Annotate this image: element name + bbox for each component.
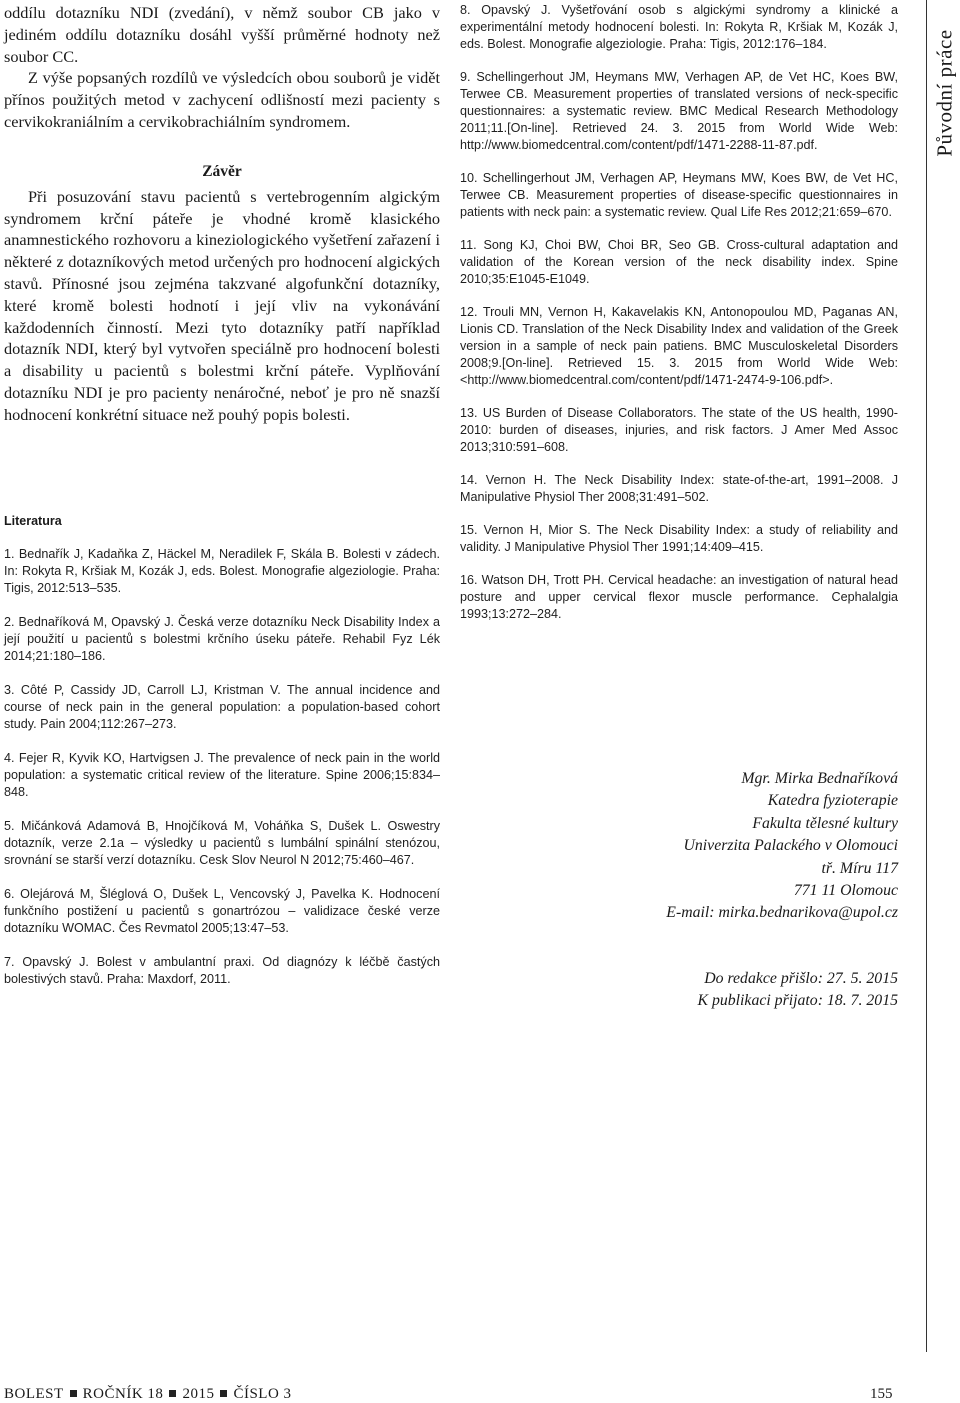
section-side-label-text: Původní práce [932,28,957,157]
reference-item: 11. Song KJ, Choi BW, Choi BR, Seo GB. Cross-cultural adaptation and validation of the Korean version of the neck disability index. Spine 2010;35:E1045-E1049. [460,238,898,286]
reference-item: 13. US Burden of Disease Collaborators. The state of the US health, 1990-2010: burden of diseases, injuries, and risk factors. J Amer Med Assoc 2013;310:591–608. [460,406,898,454]
reference-item: 14. Vernon H. The Neck Disability Index: state-of-the-art, 1991–2008. J Manipulative Physiol Ther 2008;31:491–502. [460,473,898,504]
date-received: Do redakce přišlo: 27. 5. 2015 [704,970,898,987]
side-rule [926,0,927,1352]
footer-year: 2015 [182,1386,215,1402]
author-faculty: Fakulta tělesné kultury [752,814,898,832]
reference-item: 15. Vernon H, Mior S. The Neck Disability Index: a study of reliability and validity. J Manipulative Physiol Ther 1991;14:409–415. [460,523,898,554]
paragraph-continuation: oddílu dotazníku NDI (zvedání), v němž soubor CB jako v jediném oddílu dotazníku dosáhl vyšší průměrné hodnoty než soubor CC. [4,3,440,66]
references-right [460,2,898,639]
author-street: tř. Míru 117 [821,859,898,877]
reference-item: 8. Opavský J. Vyšetřování osob s algickými syndromy a klinické a experimentální metody hodnocení bolesti. In: Rokyta R, Kršiak M, Kozák J, eds. Bolest. Monografie algeziologie. Praha: Tigis, 2012:176–184. [460,3,898,51]
page-number: 155 [870,1386,893,1402]
author-name: Mgr. Mirka Bednaříková [741,770,898,787]
author-university: Univerzita Palackého v Olomouci [683,837,898,855]
author-block [666,768,898,925]
body-column [4,2,440,426]
footer-journal: BOLEST [4,1386,64,1402]
reference-item: 5. Mičánková Adamová B, Hnojčíková M, Voháňka S, Dušek L. Oswestry dotazník, verze 2.1a – výsledky u pacientů s lumbální spinální stenózou, srovnání se starší verzí dotazníku. Cesk Slov Neurol N 2012;75:460–467. [4,819,440,867]
conclusion-heading: Závěr [202,162,242,180]
dates-block [697,968,898,1013]
author-email: E-mail: mirka.bednarikova@upol.cz [666,904,898,922]
author-city: 771 11 Olomouc [793,882,898,900]
reference-item: 10. Schellingerhout JM, Verhagen AP, Heymans MW, Koes BW, de Vet HC, Terwee CB. Measurement properties of disease-specific questionnaires in patients with neck pain: a systematic review. Qual Life Res 2012;21:659–670. [460,171,898,219]
reference-item: 4. Fejer R, Kyvik KO, Hartvigsen J. The prevalence of neck pain in the world population: a systematic critical review of the literature. Spine 2006;15:834–848. [4,751,440,799]
paragraph-conclusion: Při posuzování stavu pacientů s vertebrogenním algickým syndromem krční páteře je vhodné kromě klasického anamnestického rozhovoru a kineziologického vyšetření zařazení i některé z dotazníkových metod určených pro hodnocení algických stavů. Přínosné jsou zejména takzvané algofunkční dotazníky, které kromě bolesti hodnotí i její vliv na vykonávání každodenních činností. Mezi tyto dotazníky patří například dotazník NDI, který byl vytvořen speciálně pro hodnocení bolesti a disability u pacientů s bolestmi krční páteře. Vyplňování dotazníku NDI je pro pacienty nenáročné, neboť je pro ně snazší hodnocení konkrétní situace než pouhý popis bolesti. [4,186,440,424]
reference-item: 3. Côté P, Cassidy JD, Carroll LJ, Kristman V. The annual incidence and course of neck pain in the general population: a population-based cohort study. Pain 2004;112:267–273. [4,683,440,731]
literature-heading: Literatura [4,514,62,528]
square-separator-icon [220,1390,227,1397]
footer-volume: ROČNÍK 18 [82,1386,164,1402]
reference-item: 16. Watson DH, Trott PH. Cervical headache: an investigation of natural head posture and upper cervical flexor muscle performance. Cephalalgia 1993;13:272–284. [460,573,898,621]
reference-item: 6. Olejárová M, Šléglová O, Dušek L, Vencovský J, Pavelka K. Hodnocení funkčního postižení u pacientů s gonartrózou – validizace české verze dotazníku WOMAC. Čes Revmatol 2005;13:47–53. [4,887,440,935]
author-department: Katedra fyzioterapie [767,792,898,810]
date-accepted: K publikaci přijato: 18. 7. 2015 [697,992,898,1010]
square-separator-icon [169,1390,176,1397]
paragraph-differences: Z výše popsaných rozdílů ve výsledcích obou souborů je vidět přínos použitých metod v zachycení odlišností mezi pacienty s cervikokraniálním a cervikobrachiálním syndromem. [4,68,440,131]
page-footer [4,1386,292,1403]
reference-item: 2. Bednaříková M, Opavský J. Česká verze dotazníku Neck Disability Index a její použití u pacientů s bolestmi krčního úseku páteře. Rehabil Fyz Lék 2014;21:180–186. [4,615,440,663]
section-side-label [930,0,960,185]
reference-item: 12. Trouli MN, Vernon H, Kakavelakis KN, Antonopoulou MD, Paganas AN, Lionis CD. Translation of the Neck Disability Index and validation of the Greek version in a sample of neck pain patiens. BMC Musculoskeletal Disorders 2008;9.[On-line]. Retrieved 15. 3. 2015 from World Wide Web: <http://www.biomedcentral.com/content/pdf/1471-2474-9-106.pdf>. [460,305,898,387]
reference-item: 7. Opavský J. Bolest v ambulantní praxi. Od diagnózy k léčbě častých bolestivých stavů. Praha: Maxdorf, 2011. [4,955,440,986]
square-separator-icon [70,1390,77,1397]
reference-item: 9. Schellingerhout JM, Heymans MW, Verhagen AP, de Vet HC, Koes BW, Terwee CB. Measurement properties of translated versions of neck-specific questionnaires: a systematic review. BMC Medical Research Methodology 2011;11.[On-line]. Retrieved 24. 3. 2015 from World Wide Web: http://www.biomedcentral.com/content/pdf/1471-2288-11-87.pdf. [460,70,898,152]
reference-item: 1. Bednařík J, Kadaňka Z, Häckel M, Neradilek F, Skála B. Bolesti v zádech. In: Rokyta R, Kršiak M, Kozák J, eds. Bolest. Monografie algeziologie. Praha: Tigis, 2012:513–535. [4,547,440,595]
footer-issue: ČÍSLO 3 [233,1386,292,1402]
references-left [4,546,440,1005]
